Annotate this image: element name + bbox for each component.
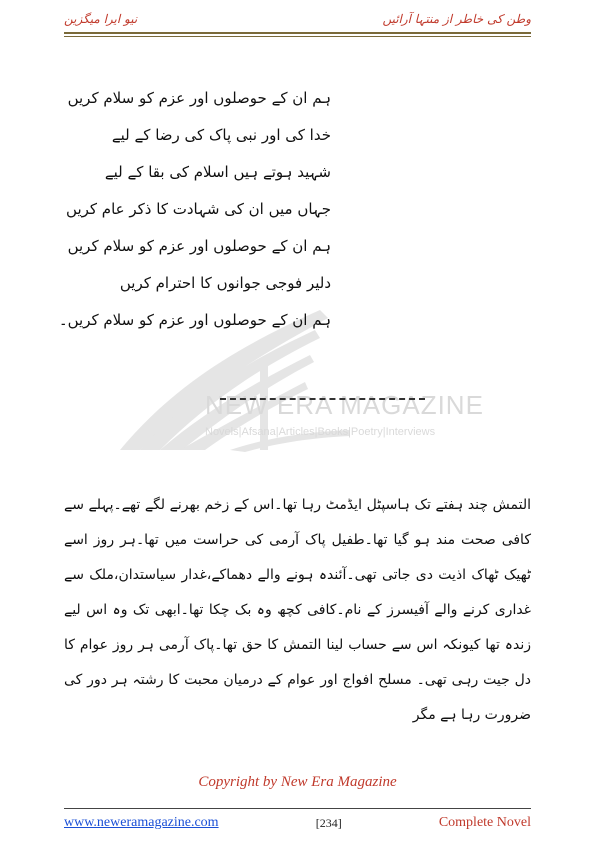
watermark-tagline: Novels|Afsana|Articles|Books|Poetry|Interviews — [205, 426, 436, 438]
watermark-title: NEW ERA MAGAZINE — [205, 390, 484, 420]
poem-line: ہم ان کے حوصلوں اور عزم کو سلام کریں — [67, 89, 331, 107]
header-rule — [64, 32, 531, 34]
header-rule-thin — [64, 36, 531, 37]
poem — [58, 80, 531, 339]
poem-line: ہم ان کے حوصلوں اور عزم کو سلام کریں — [67, 237, 331, 255]
footer-category: Complete Novel — [438, 815, 531, 830]
footer-rule — [64, 808, 531, 809]
section-separator — [220, 398, 425, 400]
page-number: [234] — [315, 815, 342, 830]
poem-line: جہاں میں ان کی شہادت کا ذکر عام کریں — [66, 200, 331, 218]
poem-line: ہم ان کے حوصلوں اور عزم کو سلام کریں۔ — [58, 311, 331, 329]
poem-line: شہید ہوتے ہیں اسلام کی بقا کے لیے — [104, 163, 331, 181]
poem-line: خدا کی اور نبی پاک کی رضا کے لیے — [111, 126, 331, 144]
page-header — [64, 8, 531, 30]
header-novel-title: وطن کی خاطر از منتہا آرائیں — [382, 12, 531, 26]
page-footer — [64, 813, 531, 833]
poem-line: دلیر فوجی جوانوں کا احترام کریں — [119, 274, 331, 292]
header-magazine-name: نیو ایرا میگزین — [64, 12, 138, 26]
copyright-notice: Copyright by New Era Magazine — [198, 774, 397, 790]
body-paragraph: التمش چند ہفتے تک ہاسپٹل ایڈمٹ رہا تھا۔اس کے زخم بھرنے لگے تھے۔پہلے سے کافی صحت مند ہو گیا تھا۔طفیل پاک آرمی کی حراست میں تھا۔ہر روز اسے ٹھیک ٹھاک اذیت دی جاتی تھی۔آئندہ ہونے والے دھماکے،غدار سیاستدان،ملک سے غداری کرنے والے آفیسرز کے نام۔کافی کچھ وہ بک چکا تھا۔ابھی تک وہ اس لیے زندہ تھا کیونکہ اس سے حساب لینا التمش کا حق تھا۔پاک آرمی ہر روز عوام کا دل جیت رہی تھی۔ مسلح افواج اور عوام کے درمیان محبت کا رشتہ ہر دور کی ضرورت رہا ہے مگر — [64, 497, 531, 723]
website-link[interactable]: www.neweramagazine.com — [64, 815, 219, 830]
